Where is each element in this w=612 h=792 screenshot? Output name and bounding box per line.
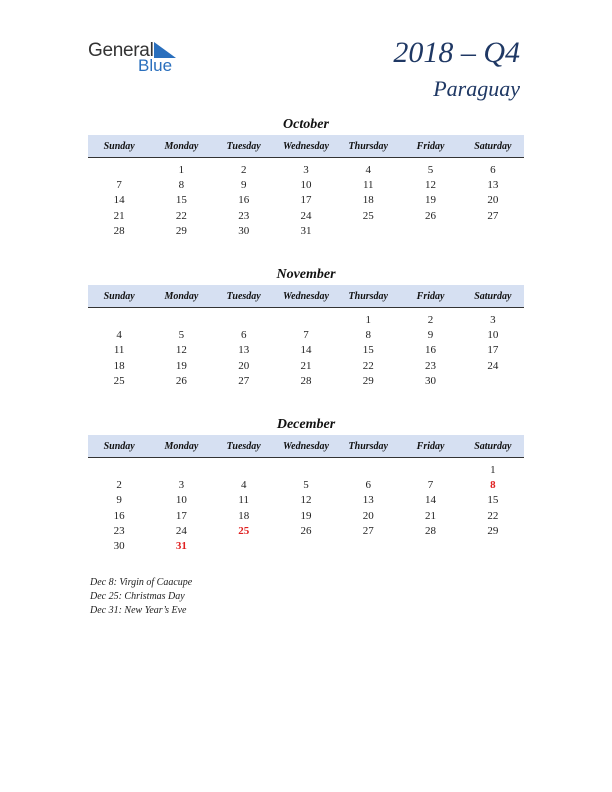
weekday-label: Friday — [416, 140, 445, 152]
day-cell: 12 — [175, 344, 187, 357]
day-cell: 13 — [487, 178, 499, 191]
day-cell: 26 — [425, 209, 437, 222]
weekday-label: Thursday — [348, 140, 388, 152]
day-cell: 22 — [175, 209, 187, 222]
day-cell: 17 — [175, 509, 187, 522]
day-cell: 29 — [175, 224, 187, 237]
day-cell: 30 — [425, 374, 437, 387]
day-cell: 5 — [303, 478, 309, 491]
day-cell: 9 — [240, 178, 247, 191]
day-cell: 18 — [362, 194, 374, 207]
logo-text-blue: Blue — [138, 56, 173, 75]
page-title: 2018 – Q4 — [393, 36, 520, 69]
day-cell: 15 — [487, 494, 499, 507]
day-cell: 20 — [362, 509, 374, 522]
day-cell: 25 — [362, 209, 374, 222]
week-row — [88, 523, 524, 538]
week-row — [88, 177, 524, 192]
logo-text-general: General — [88, 40, 154, 61]
day-cell: 16 — [238, 194, 250, 207]
week-row — [88, 373, 524, 388]
day-cell: 17 — [300, 194, 312, 207]
day-cell: 19 — [425, 194, 437, 207]
day-cell: 29 — [487, 524, 499, 537]
day-cell: 25 — [113, 374, 125, 387]
day-cell: 14 — [300, 344, 312, 357]
weekday-header-row — [88, 285, 524, 308]
day-cell: 1 — [490, 463, 496, 476]
weekday-label: Monday — [164, 140, 199, 152]
day-cell: 7 — [116, 178, 122, 191]
holiday-note: Dec 8: Virgin of Caacupe — [90, 577, 193, 588]
day-cell: 28 — [113, 224, 125, 237]
week-row — [88, 358, 524, 373]
day-cell: 26 — [175, 374, 187, 387]
day-cell: 23 — [238, 209, 250, 222]
day-cell: 3 — [490, 313, 496, 326]
day-cell: 23 — [425, 359, 437, 372]
weekday-label: Thursday — [348, 440, 388, 452]
weekday-label: Monday — [164, 440, 199, 452]
day-cell: 8 — [178, 178, 185, 191]
day-cell: 1 — [178, 163, 185, 176]
weekday-label: Saturday — [474, 290, 512, 302]
day-cell: 28 — [300, 374, 312, 387]
holiday-note: Dec 31: New Year’s Eve — [90, 605, 187, 616]
day-cell: 24 — [487, 359, 499, 372]
weekday-label: Monday — [164, 290, 199, 302]
day-cell: 12 — [425, 178, 437, 191]
day-cell: 16 — [425, 344, 437, 357]
day-cell: 14 — [425, 494, 437, 507]
weekday-label: Wednesday — [283, 440, 329, 452]
day-cell: 19 — [175, 359, 187, 372]
day-cell: 28 — [425, 524, 437, 537]
weekday-label: Thursday — [348, 290, 388, 302]
day-cell: 23 — [113, 524, 125, 537]
day-cell: 9 — [116, 494, 122, 507]
day-cell: 30 — [238, 224, 250, 237]
day-cell: 4 — [365, 163, 372, 176]
day-cell: 15 — [175, 194, 187, 207]
week-row — [88, 327, 524, 342]
day-cell: 17 — [487, 344, 499, 357]
day-cell: 3 — [178, 478, 185, 491]
country-subtitle: Paraguay — [433, 76, 520, 101]
day-cell: 11 — [238, 494, 249, 507]
day-cell: 18 — [113, 359, 125, 372]
holiday-note: Dec 25: Christmas Day — [90, 591, 185, 602]
week-row — [88, 312, 524, 327]
day-cell: 7 — [303, 328, 309, 341]
month-october — [88, 116, 524, 238]
day-cell: 13 — [238, 344, 250, 357]
day-cell: 16 — [113, 509, 125, 522]
day-cell: 21 — [425, 509, 437, 522]
weekday-label: Wednesday — [283, 290, 329, 302]
day-cell: 19 — [300, 509, 312, 522]
weekday-label: Friday — [416, 290, 445, 302]
day-cell: 18 — [238, 509, 250, 522]
weekday-label: Sunday — [103, 290, 135, 302]
day-cell: 27 — [362, 524, 374, 537]
day-cell: 2 — [427, 313, 434, 326]
day-cell: 29 — [362, 374, 374, 387]
weekday-label: Friday — [416, 440, 445, 452]
week-row — [88, 493, 524, 508]
month-november — [88, 266, 524, 388]
day-cell: 31 — [300, 224, 312, 237]
day-cell: 13 — [362, 494, 374, 507]
weekday-label: Tuesday — [226, 290, 261, 302]
day-cell: 30 — [113, 540, 125, 553]
day-cell: 24 — [300, 209, 312, 222]
weekday-label: Sunday — [103, 140, 135, 152]
weekday-label: Sunday — [103, 440, 135, 452]
weekday-label: Saturday — [474, 440, 512, 452]
day-cell: 10 — [300, 178, 312, 191]
week-row — [88, 508, 524, 523]
day-cell: 8 — [365, 328, 372, 341]
day-cell: 11 — [362, 178, 374, 191]
day-cell: 25 — [238, 524, 250, 537]
day-cell: 24 — [175, 524, 187, 537]
day-cell: 7 — [427, 478, 434, 491]
day-cell: 20 — [487, 194, 499, 207]
month-december — [88, 416, 524, 554]
day-cell: 22 — [362, 359, 374, 372]
weekday-label: Saturday — [474, 140, 512, 152]
day-cell: 2 — [116, 478, 122, 491]
day-cell: 5 — [427, 163, 434, 176]
day-cell: 10 — [175, 494, 187, 507]
weekday-label: Tuesday — [226, 440, 261, 452]
week-row — [88, 193, 524, 208]
day-cell: 31 — [175, 540, 187, 553]
day-cell: 1 — [365, 313, 372, 326]
day-cell: 2 — [240, 163, 247, 176]
weekday-label: Tuesday — [226, 140, 261, 152]
weekday-header-row — [88, 135, 524, 158]
generalblue-logo — [88, 40, 188, 76]
day-cell: 11 — [113, 344, 125, 357]
week-row — [88, 208, 524, 223]
day-cell: 26 — [300, 524, 312, 537]
day-cell: 5 — [178, 328, 185, 341]
day-cell: 15 — [362, 344, 374, 357]
day-cell: 14 — [113, 194, 125, 207]
day-cell: 4 — [116, 328, 122, 341]
month-name: November — [276, 267, 336, 282]
weekday-header-row — [88, 435, 524, 458]
week-row — [88, 162, 524, 177]
holiday-notes — [90, 576, 192, 618]
day-cell: 21 — [113, 209, 125, 222]
week-row — [88, 538, 524, 553]
day-cell: 3 — [303, 163, 309, 176]
day-cell: 8 — [490, 478, 496, 491]
day-cell: 4 — [240, 478, 247, 491]
month-name: December — [276, 417, 336, 432]
day-cell: 21 — [300, 359, 312, 372]
week-row — [88, 477, 524, 492]
day-cell: 27 — [487, 209, 499, 222]
day-cell: 22 — [487, 509, 499, 522]
month-name: October — [283, 117, 329, 132]
day-cell: 10 — [487, 328, 499, 341]
day-cell: 20 — [238, 359, 250, 372]
week-row — [88, 223, 524, 238]
week-row — [88, 343, 524, 358]
day-cell: 9 — [427, 328, 434, 341]
day-cell: 6 — [490, 163, 496, 176]
day-cell: 6 — [240, 328, 247, 341]
weekday-label: Wednesday — [283, 140, 329, 152]
week-row — [88, 462, 524, 477]
day-cell: 6 — [365, 478, 372, 491]
day-cell: 12 — [300, 494, 312, 507]
day-cell: 27 — [238, 374, 250, 387]
